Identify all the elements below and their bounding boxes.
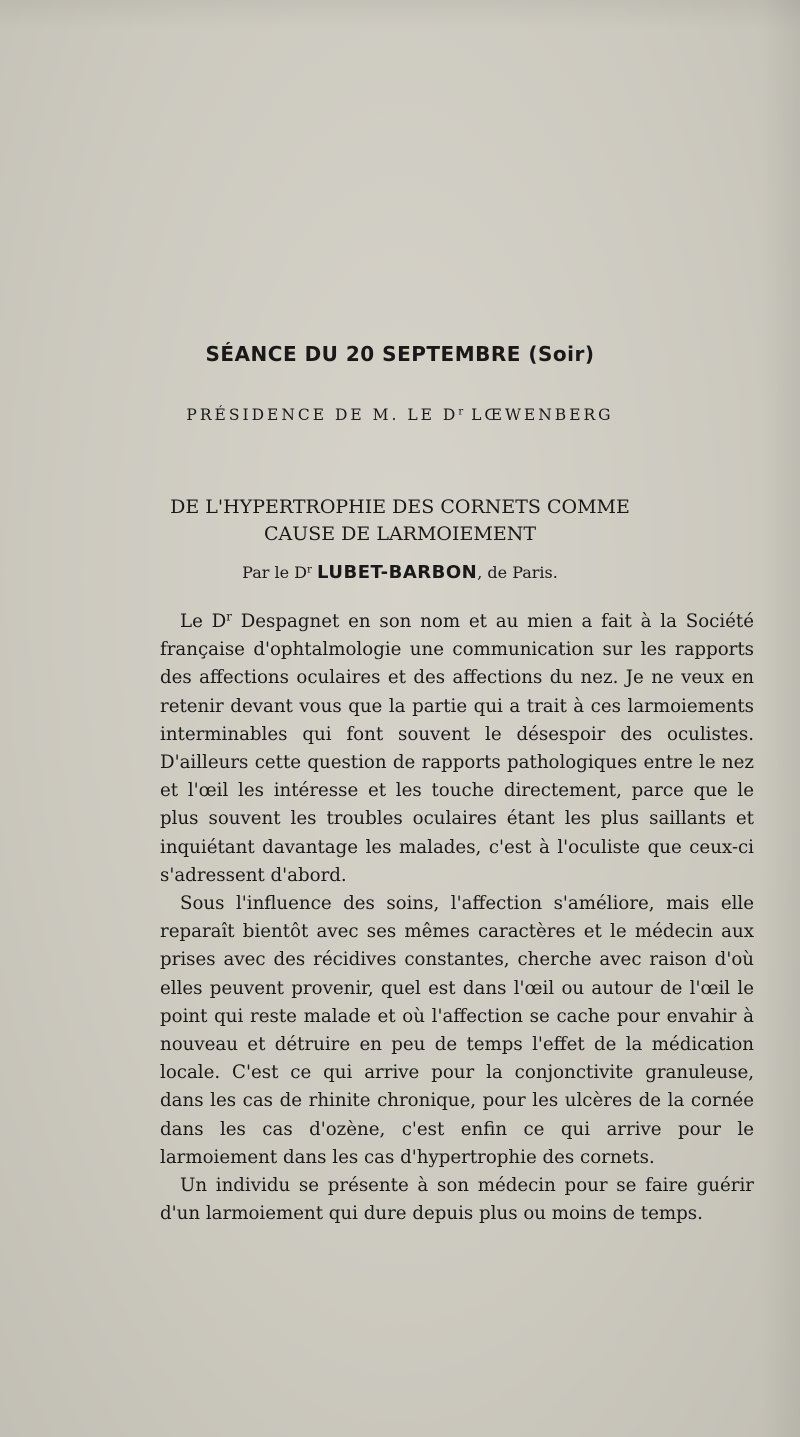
paragraph-3: Un individu se présente à son médecin pour se faire guérir d'un larmoiement qui dure depuis plus ou moins de temps. [160,1175,754,1225]
paragraph-1-rest: Despagnet en son nom et au mien a fait à la Société française d'ophtalmologie une communication sur les rapports des affections oculaires et des affections du nez. Je ne veux en retenir devant vous que la partie qui a trait à ces larmoiements interminables qui font souvent le désespoir des oculistes. D'ailleurs cette question de rapports pathologiques entre le nez et l'œil les intéresse et les touche directement, parce que le plus souvent les troubles oculaires étant les plus saillants et inquiétant davantage les malades, c'est à l'oculiste que ceux-ci s'adressent d'abord. [160,611,754,886]
presidence-superscript: r [458,406,464,418]
author-name: LUBET-BARBON [317,562,478,583]
byline-superscript: r [306,563,312,576]
paragraph-1-start: Le D [180,611,227,632]
page-top-shadow [0,0,800,30]
byline-prefix: Par le D [242,563,307,582]
presidence-name: LŒWENBERG [463,406,614,424]
byline [0,562,800,583]
paragraph-1-superscript: r [226,609,232,624]
session-title: SÉANCE DU 20 SEPTEMBRE (Soir) [205,342,595,366]
paragraph-2: Sous l'influence des soins, l'affection s'améliore, mais elle reparaît bientôt avec ses mêmes caractères et le médecin aux prises avec des récidives constantes, cherche avec raison d'où elles peuvent provenir, quel est dans l'œil ou autour de l'œil le point qui reste malade et où l'affection se cache pour envahir à nouveau et détruire en peu de temps l'effet de la médication locale. C'est ce qui arrive pour la conjonctivite granuleuse, dans les cas de rhinite chronique, pour les ulcères de la cornée dans les cas d'ozène, c'est enfin ce qui arrive pour le larmoiement dans les cas d'hypertrophie des cornets. [160,893,754,1168]
byline-suffix: , de Paris. [477,563,558,582]
presidence-line [0,406,800,424]
presidence-text: PRÉSIDENCE DE M. LE D [186,406,459,424]
body-text [160,608,754,1228]
paragraph-1 [160,608,754,890]
article-title: DE L'HYPERTROPHIE DES CORNETS COMME CAUSE DE LARMOIEMENT [170,496,630,545]
page-edge-shadow [760,0,800,1437]
